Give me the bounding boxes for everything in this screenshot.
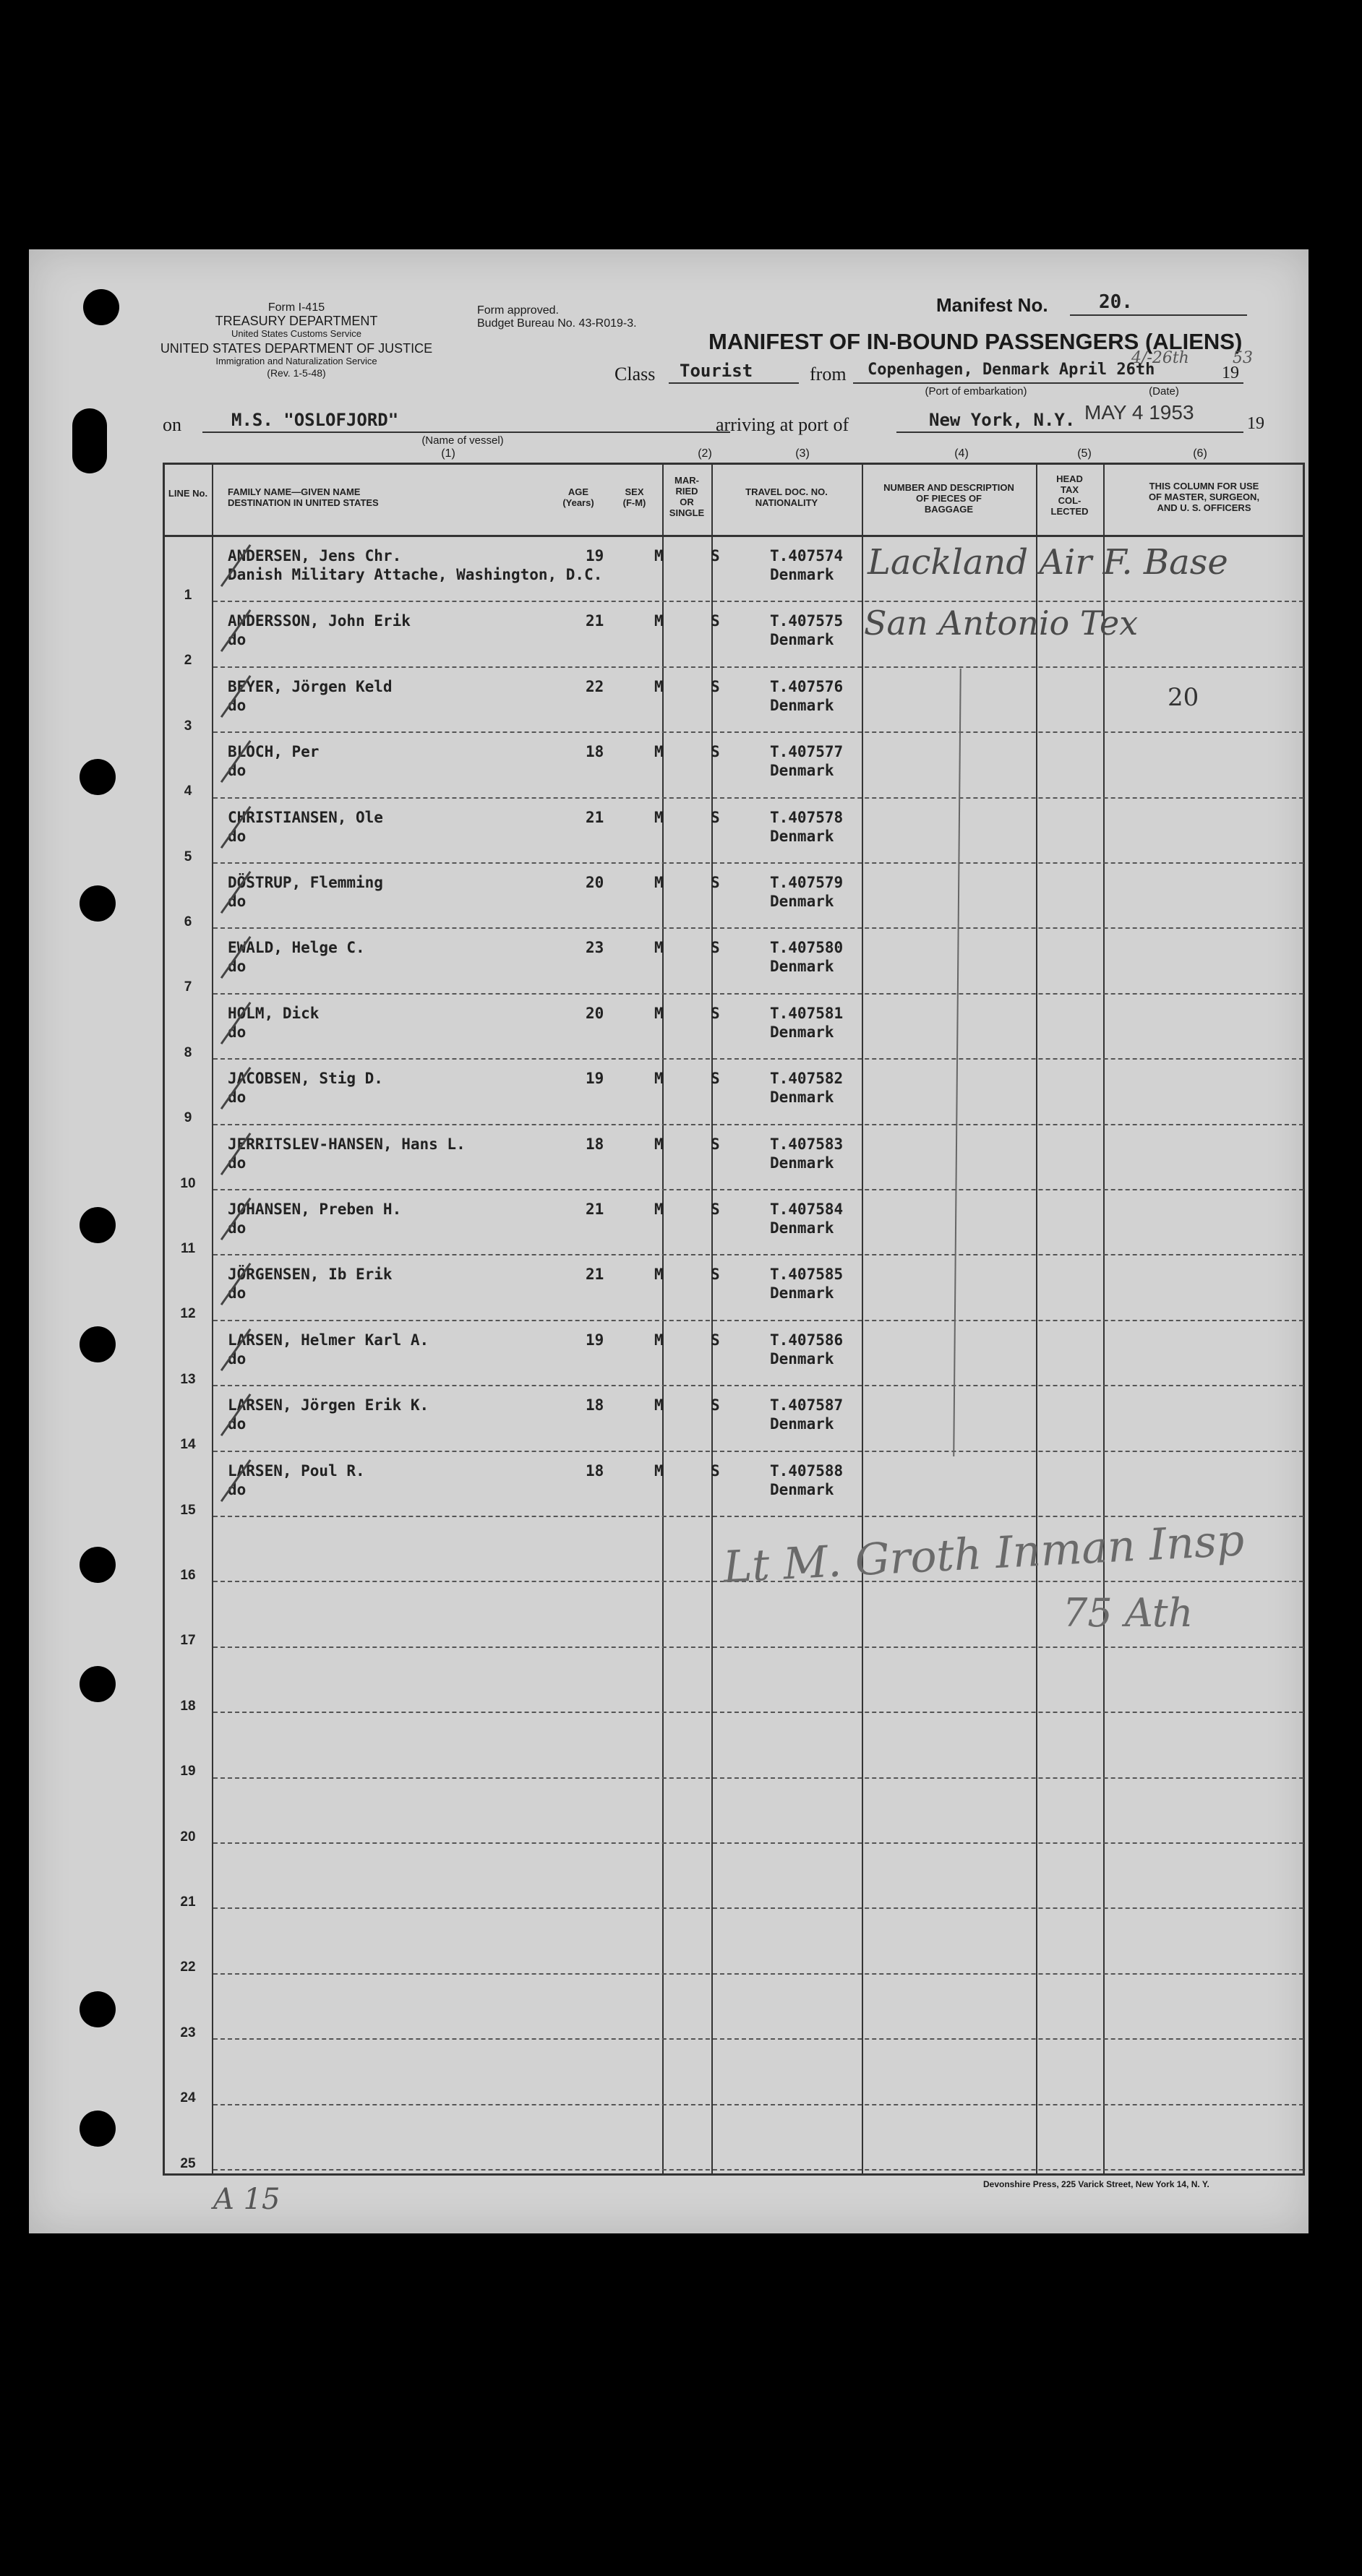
passenger-marital: S [711,612,720,630]
row-rule [213,2169,1303,2171]
travel-doc-number: T.407575 [770,612,844,630]
row-rule [213,1058,1303,1060]
nationality: Denmark [770,696,834,714]
row-rule [213,1516,1303,1517]
row-rule [213,1254,1303,1255]
line-number: 1 [184,588,192,603]
header-baggage: NUMBER AND DESCRIPTION OF PIECES OF BAGGAGE [883,482,1014,515]
vessel-underline [202,432,730,433]
date-note: (Date) [1149,385,1179,398]
row-rule [213,666,1303,668]
line-number: 12 [180,1306,196,1322]
line-number: 19 [180,1764,196,1779]
nationality: Denmark [770,1415,834,1433]
arriving-label: arriving at port of [716,414,849,435]
year-handwritten: 53 [1233,349,1253,367]
passenger-age: 20 [586,1004,604,1022]
row-rule [213,1907,1303,1909]
row-rule [213,1320,1303,1321]
passenger-destination: do [228,958,247,976]
passenger-sex: M [654,1135,664,1153]
passenger-name: ANDERSSON, John Erik [228,612,411,630]
line-number: 13 [180,1371,196,1387]
passenger-age: 21 [586,1201,604,1218]
header-travel-doc: TRAVEL DOC. NO. NATIONALITY [745,486,828,508]
line-number: 4 [184,783,192,799]
passenger-marital: S [711,547,720,564]
port-underline [896,432,1243,433]
manifest-number: 20. [1099,291,1133,313]
travel-doc-number: T.407584 [770,1201,844,1218]
passenger-sex: M [654,808,664,826]
punch-hole [80,1666,116,1702]
class-value: Tourist [680,361,753,381]
year-print-2: 19 [1247,414,1264,433]
col-num-5: (5) [1077,447,1092,460]
passenger-sex: M [654,677,664,695]
travel-doc-number: T.407586 [770,1331,844,1349]
passenger-age: 19 [586,547,604,564]
line-number: 3 [184,718,192,734]
customs-service: United States Customs Service [231,328,361,339]
col-num-1: (1) [441,447,455,460]
passenger-age: 21 [586,612,604,630]
header-married: MAR- RIED OR SINGLE [669,475,705,518]
passenger-destination: do [228,1480,247,1498]
passenger-age: 19 [586,1331,604,1349]
nationality: Denmark [770,1219,834,1237]
header-officers: THIS COLUMN FOR USE OF MASTER, SURGEON, AND U. S. OFFICERS [1148,481,1260,513]
travel-doc-number: T.407579 [770,874,844,891]
passenger-sex: M [654,1461,664,1480]
punch-hole [80,2111,116,2147]
header-age: AGE (Years) [562,486,594,508]
nationality: Denmark [770,762,834,780]
line-number: 16 [180,1568,196,1583]
row-rule [213,862,1303,864]
passenger-name: LARSEN, Poul R. [228,1461,365,1480]
col-num-2: (2) [698,447,712,460]
class-label: Class [614,364,656,385]
vessel-note: (Name of vessel) [421,434,504,447]
passenger-destination: do [228,762,247,780]
line-number: 21 [180,1894,196,1910]
justice-department: UNITED STATES DEPARTMENT OF JUSTICE [160,341,433,356]
passenger-destination: do [228,696,247,714]
passenger-name: JACOBSEN, Stig D. [228,1070,383,1088]
travel-doc-number: T.407576 [770,677,844,695]
nationality: Denmark [770,1089,834,1107]
line-number: 17 [180,1633,196,1649]
passenger-marital: S [711,939,720,957]
punch-hole [80,885,116,922]
travel-doc-number: T.407587 [770,1396,844,1414]
passenger-marital: S [711,1396,720,1414]
passenger-age: 19 [586,1070,604,1088]
nationality: Denmark [770,893,834,910]
manifest-underline [1070,314,1247,316]
corner-note: A 15 [213,2183,280,2216]
punch-hole [80,1207,116,1243]
passenger-sex: M [654,547,664,564]
passenger-sex: M [654,1201,664,1218]
from-value: Copenhagen, Denmark April 26th [868,361,1155,379]
nationality: Denmark [770,1349,834,1368]
passenger-destination: do [228,1349,247,1368]
travel-doc-number: T.407585 [770,1266,844,1284]
from-underline [853,382,1243,384]
passenger-marital: S [711,1201,720,1218]
passenger-age: 22 [586,677,604,695]
printer-imprint: Devonshire Press, 225 Varick Street, New York 14, N. Y. [983,2179,1209,2189]
treasury-department: TREASURY DEPARTMENT [215,314,378,328]
officer-count: 20 [1168,683,1199,712]
line-number: 8 [184,1044,192,1060]
passenger-name: LARSEN, Jörgen Erik K. [228,1396,429,1414]
passenger-name: EWALD, Helge C. [228,939,365,957]
travel-doc-number: T.407583 [770,1135,844,1153]
nationality: Denmark [770,1480,834,1498]
passenger-marital: S [711,1331,720,1349]
header-rule [163,535,1305,537]
passenger-age: 21 [586,808,604,826]
travel-doc-number: T.407581 [770,1004,844,1022]
passenger-name: BEYER, Jörgen Keld [228,677,393,695]
passenger-name: JOHANSEN, Preben H. [228,1201,402,1218]
header-sex: SEX (F-M) [622,486,646,508]
passenger-sex: M [654,743,664,761]
passenger-destination: Danish Military Attache, Washington, D.C. [228,566,603,583]
inspector-signature: Lt M. Groth Inman Insp [721,1515,1246,1593]
passenger-name: ANDERSEN, Jens Chr. [228,547,402,564]
header-name: FAMILY NAME—GIVEN NAME DESTINATION IN UNITED STATES [228,486,379,508]
passenger-name: JERRITSLEV-HANSEN, Hans L. [228,1135,466,1153]
passenger-marital: S [711,1266,720,1284]
line-number: 9 [184,1110,192,1126]
inspector-signature-number: 75 Ath [1063,1590,1194,1636]
col-num-6: (6) [1193,447,1207,460]
on-label: on [163,414,181,435]
manifest-label: Manifest No. [936,294,1048,316]
passenger-marital: S [711,874,720,891]
passenger-destination: do [228,827,247,845]
passenger-age: 21 [586,1266,604,1284]
passenger-age: 18 [586,1396,604,1414]
line-number: 6 [184,914,192,929]
passenger-age: 23 [586,939,604,957]
from-label: from [810,364,847,385]
row-rule [213,927,1303,929]
line-number: 23 [180,2025,196,2040]
handwritten-destination-1: Lackland Air F. Base [868,542,1228,583]
vessel-name: M.S. "OSLOFJORD" [231,410,399,430]
line-number: 20 [180,1829,196,1845]
passenger-sex: M [654,1396,664,1414]
passenger-age: 18 [586,743,604,761]
passenger-destination: do [228,1023,247,1041]
row-rule [213,601,1303,602]
form-approved: Form approved. [477,304,559,317]
form-number: Form I-415 [267,301,325,314]
row-rule [213,993,1303,995]
passenger-destination: do [228,1415,247,1433]
passenger-sex: M [654,612,664,630]
line-number: 25 [180,2155,196,2171]
passenger-marital: S [711,1070,720,1088]
form-revision: (Rev. 1-5-48) [267,367,326,379]
year-print: 19 [1222,364,1239,382]
passenger-name: DÖSTRUP, Flemming [228,874,383,891]
row-rule [213,1973,1303,1975]
passenger-name: CHRISTIANSEN, Ole [228,808,383,826]
line-number: 7 [184,979,192,995]
nationality: Denmark [770,566,834,583]
passenger-destination: do [228,1089,247,1107]
row-rule [213,1712,1303,1713]
passenger-destination: do [228,1154,247,1172]
nationality: Denmark [770,631,834,649]
row-rule [213,2104,1303,2105]
line-number: 22 [180,1959,196,1975]
passenger-sex: M [654,1070,664,1088]
passenger-name: BLOCH, Per [228,743,320,761]
header-line-no: LINE No. [168,488,208,499]
passenger-marital: S [711,743,720,761]
class-underline [669,382,799,384]
col-num-4: (4) [954,447,969,460]
col-num-3: (3) [795,447,810,460]
passenger-marital: S [711,808,720,826]
ins-service: Immigration and Naturalization Service [215,356,377,366]
passenger-age: 18 [586,1135,604,1153]
passenger-destination: do [228,1219,247,1237]
page-title: MANIFEST OF IN-BOUND PASSENGERS (ALIENS) [708,329,1243,354]
passenger-sex: M [654,1266,664,1284]
row-rule [213,1647,1303,1648]
nationality: Denmark [770,1154,834,1172]
travel-doc-number: T.407578 [770,808,844,826]
row-rule [213,1385,1303,1386]
row-rule [213,1124,1303,1125]
travel-doc-number: T.407580 [770,939,844,957]
passenger-sex: M [654,939,664,957]
row-rule [213,731,1303,733]
row-rule [213,797,1303,799]
punch-hole [83,289,119,325]
line-number: 10 [180,1175,196,1191]
travel-doc-number: T.407582 [770,1070,844,1088]
port-embarkation-note: (Port of embarkation) [925,385,1027,398]
row-rule [213,1451,1303,1452]
punch-hole [80,759,116,795]
punch-hole [80,1547,116,1583]
row-rule [213,1189,1303,1190]
passenger-sex: M [654,1004,664,1022]
passenger-age: 20 [586,874,604,891]
line-number: 2 [184,653,192,669]
row-rule [213,2038,1303,2040]
punch-hole [72,408,107,473]
passenger-name: LARSEN, Helmer Karl A. [228,1331,429,1349]
row-rule [213,1777,1303,1779]
travel-doc-number: T.407588 [770,1461,844,1480]
budget-bureau: Budget Bureau No. 43-R019-3. [477,317,637,330]
nationality: Denmark [770,1284,834,1302]
line-number: 24 [180,2090,196,2106]
manifest-sheet [29,249,1309,2233]
line-number: 14 [180,1437,196,1453]
travel-doc-number: T.407574 [770,547,844,564]
arrival-date-stamp: MAY 4 1953 [1084,401,1194,424]
header-head-tax: HEAD TAX COL- LECTED [1050,473,1089,517]
passenger-marital: S [711,1004,720,1022]
passenger-sex: M [654,1331,664,1349]
passenger-marital: S [711,1135,720,1153]
handwritten-destination-2: San Antonio Tex [864,604,1139,643]
passenger-marital: S [711,1461,720,1480]
line-number: 5 [184,849,192,864]
passenger-destination: do [228,1284,247,1302]
travel-doc-number: T.407577 [770,743,844,761]
passenger-sex: M [654,874,664,891]
line-number: 15 [180,1502,196,1518]
line-number: 11 [180,1241,196,1256]
nationality: Denmark [770,827,834,845]
port-of-arrival: New York, N.Y. [929,410,1076,430]
nationality: Denmark [770,1023,834,1041]
from-date-handwritten: 4/-26th [1131,349,1189,367]
passenger-name: HOLM, Dick [228,1004,320,1022]
passenger-destination: do [228,631,247,649]
row-rule [213,1842,1303,1844]
punch-hole [80,1326,116,1362]
nationality: Denmark [770,958,834,976]
passenger-marital: S [711,677,720,695]
punch-hole [80,1991,116,2027]
passenger-destination: do [228,893,247,910]
passenger-name: JÖRGENSEN, Ib Erik [228,1266,393,1284]
passenger-age: 18 [586,1461,604,1480]
line-number: 18 [180,1698,196,1714]
